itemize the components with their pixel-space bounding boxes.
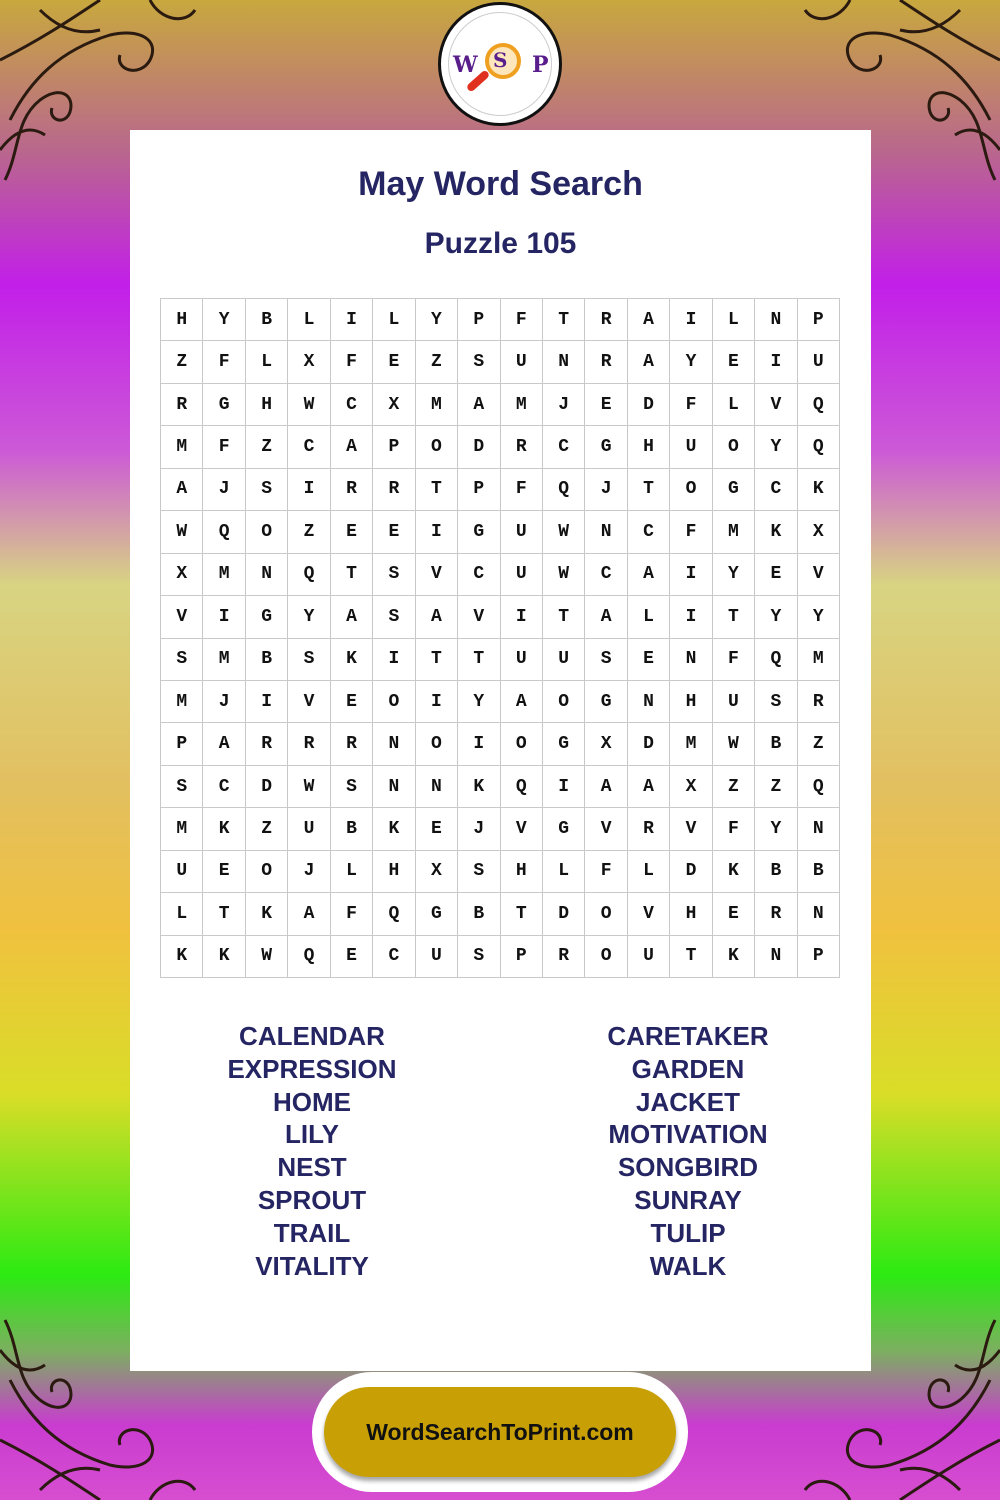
grid-cell[interactable]: U bbox=[713, 681, 755, 723]
grid-cell[interactable]: R bbox=[628, 808, 670, 850]
grid-cell[interactable]: P bbox=[458, 299, 500, 341]
grid-cell[interactable]: A bbox=[628, 341, 670, 383]
grid-cell[interactable]: Q bbox=[798, 766, 840, 808]
grid-cell[interactable]: D bbox=[670, 851, 712, 893]
grid-cell[interactable]: X bbox=[161, 554, 203, 596]
grid-cell[interactable]: P bbox=[458, 469, 500, 511]
grid-cell[interactable]: P bbox=[501, 936, 543, 978]
grid-cell[interactable]: X bbox=[373, 384, 415, 426]
grid-cell[interactable]: O bbox=[501, 723, 543, 765]
grid-cell[interactable]: A bbox=[161, 469, 203, 511]
grid-cell[interactable]: F bbox=[203, 341, 245, 383]
grid-cell[interactable]: T bbox=[203, 893, 245, 935]
grid-cell[interactable]: C bbox=[373, 936, 415, 978]
grid-cell[interactable]: K bbox=[755, 511, 797, 553]
grid-cell[interactable]: E bbox=[628, 639, 670, 681]
grid-cell[interactable]: J bbox=[288, 851, 330, 893]
grid-cell[interactable]: E bbox=[373, 511, 415, 553]
grid-cell[interactable]: C bbox=[288, 426, 330, 468]
word-list-item: TRAIL bbox=[273, 1217, 351, 1248]
grid-cell[interactable]: A bbox=[331, 426, 373, 468]
grid-cell[interactable]: I bbox=[670, 554, 712, 596]
page-title: May Word Search bbox=[358, 165, 643, 203]
grid-cell[interactable]: I bbox=[288, 469, 330, 511]
grid-cell[interactable]: A bbox=[501, 681, 543, 723]
grid-cell[interactable]: Z bbox=[798, 723, 840, 765]
grid-cell[interactable]: S bbox=[373, 554, 415, 596]
grid-cell[interactable]: Q bbox=[755, 639, 797, 681]
grid-cell[interactable]: J bbox=[203, 681, 245, 723]
grid-cell[interactable]: R bbox=[585, 299, 627, 341]
grid-cell[interactable]: O bbox=[670, 469, 712, 511]
grid-cell[interactable]: E bbox=[331, 511, 373, 553]
grid-cell[interactable]: U bbox=[628, 936, 670, 978]
grid-cell[interactable]: V bbox=[458, 596, 500, 638]
grid-cell[interactable]: D bbox=[246, 766, 288, 808]
grid-cell[interactable]: K bbox=[713, 851, 755, 893]
grid-cell[interactable]: Q bbox=[373, 893, 415, 935]
grid-cell[interactable]: L bbox=[628, 596, 670, 638]
grid-cell[interactable]: O bbox=[713, 426, 755, 468]
grid-cell[interactable]: B bbox=[246, 299, 288, 341]
grid-cell[interactable]: Y bbox=[458, 681, 500, 723]
grid-cell[interactable]: E bbox=[331, 936, 373, 978]
grid-cell[interactable]: O bbox=[543, 681, 585, 723]
grid-cell[interactable]: C bbox=[458, 554, 500, 596]
grid-cell[interactable]: H bbox=[161, 299, 203, 341]
word-list-item: NEST bbox=[277, 1152, 347, 1183]
grid-cell[interactable]: F bbox=[585, 851, 627, 893]
grid-cell[interactable]: R bbox=[543, 936, 585, 978]
grid-cell[interactable]: F bbox=[713, 808, 755, 850]
grid-cell[interactable]: N bbox=[628, 681, 670, 723]
grid-cell[interactable]: W bbox=[713, 723, 755, 765]
grid-cell[interactable]: K bbox=[713, 936, 755, 978]
grid-cell[interactable]: U bbox=[161, 851, 203, 893]
grid-cell[interactable]: A bbox=[203, 723, 245, 765]
grid-cell[interactable]: R bbox=[161, 384, 203, 426]
grid-cell[interactable]: Y bbox=[203, 299, 245, 341]
grid-cell[interactable]: Q bbox=[288, 554, 330, 596]
grid-cell[interactable]: A bbox=[288, 893, 330, 935]
grid-cell[interactable]: Y bbox=[755, 596, 797, 638]
grid-cell[interactable]: M bbox=[161, 426, 203, 468]
grid-cell[interactable]: U bbox=[288, 808, 330, 850]
grid-cell[interactable]: D bbox=[543, 893, 585, 935]
grid-cell[interactable]: Q bbox=[798, 384, 840, 426]
grid-cell[interactable]: F bbox=[331, 893, 373, 935]
grid-cell[interactable]: S bbox=[458, 341, 500, 383]
grid-cell[interactable]: M bbox=[203, 639, 245, 681]
grid-cell[interactable]: B bbox=[755, 851, 797, 893]
grid-cell[interactable]: M bbox=[416, 384, 458, 426]
site-link-label: WordSearchToPrint.com bbox=[366, 1418, 634, 1445]
grid-cell[interactable]: Y bbox=[288, 596, 330, 638]
grid-cell[interactable]: R bbox=[373, 469, 415, 511]
grid-cell[interactable]: P bbox=[161, 723, 203, 765]
letter-grid bbox=[160, 298, 840, 978]
grid-cell[interactable]: Q bbox=[203, 511, 245, 553]
grid-cell[interactable]: S bbox=[458, 851, 500, 893]
grid-cell[interactable]: S bbox=[246, 469, 288, 511]
grid-cell[interactable]: R bbox=[755, 893, 797, 935]
grid-cell[interactable]: U bbox=[798, 341, 840, 383]
grid-cell[interactable]: M bbox=[501, 384, 543, 426]
grid-cell[interactable]: A bbox=[628, 299, 670, 341]
grid-cell[interactable]: J bbox=[458, 808, 500, 850]
grid-cell[interactable]: Z bbox=[288, 511, 330, 553]
grid-cell[interactable]: P bbox=[373, 426, 415, 468]
grid-cell[interactable]: B bbox=[246, 639, 288, 681]
grid-cell[interactable]: K bbox=[373, 808, 415, 850]
word-list-item: CARETAKER bbox=[607, 1021, 769, 1051]
grid-cell[interactable]: U bbox=[670, 426, 712, 468]
grid-cell[interactable]: B bbox=[458, 893, 500, 935]
word-list-item: HOME bbox=[273, 1086, 351, 1117]
grid-cell[interactable]: V bbox=[755, 384, 797, 426]
grid-cell[interactable]: E bbox=[585, 384, 627, 426]
grid-cell[interactable]: Y bbox=[713, 554, 755, 596]
grid-cell[interactable]: P bbox=[798, 936, 840, 978]
grid-cell[interactable]: O bbox=[246, 511, 288, 553]
grid-cell[interactable]: N bbox=[670, 639, 712, 681]
grid-cell[interactable]: T bbox=[713, 596, 755, 638]
grid-cell[interactable]: E bbox=[416, 808, 458, 850]
grid-cell[interactable]: G bbox=[246, 596, 288, 638]
grid-cell[interactable]: U bbox=[501, 341, 543, 383]
grid-cell[interactable]: L bbox=[246, 341, 288, 383]
grid-cell[interactable]: W bbox=[288, 766, 330, 808]
grid-cell[interactable]: H bbox=[628, 426, 670, 468]
grid-cell[interactable]: I bbox=[501, 596, 543, 638]
grid-cell[interactable]: H bbox=[501, 851, 543, 893]
grid-cell[interactable]: S bbox=[458, 936, 500, 978]
grid-cell[interactable]: A bbox=[458, 384, 500, 426]
grid-cell[interactable]: D bbox=[628, 723, 670, 765]
grid-cell[interactable]: M bbox=[798, 639, 840, 681]
grid-cell[interactable]: I bbox=[543, 766, 585, 808]
grid-cell[interactable]: E bbox=[713, 893, 755, 935]
grid-cell[interactable]: W bbox=[288, 384, 330, 426]
word-list-item: VITALITY bbox=[255, 1250, 369, 1281]
grid-cell[interactable]: K bbox=[203, 808, 245, 850]
grid-cell[interactable]: V bbox=[585, 808, 627, 850]
logo-letter-s: S bbox=[493, 48, 508, 72]
grid-cell[interactable]: S bbox=[161, 639, 203, 681]
grid-cell[interactable]: G bbox=[585, 426, 627, 468]
word-list-item: SUNRAY bbox=[634, 1184, 742, 1215]
grid-cell[interactable]: R bbox=[331, 723, 373, 765]
grid-cell[interactable]: R bbox=[501, 426, 543, 468]
word-list-item: GARDEN bbox=[631, 1053, 745, 1084]
grid-cell[interactable]: T bbox=[670, 936, 712, 978]
grid-cell[interactable]: H bbox=[670, 681, 712, 723]
grid-cell[interactable]: M bbox=[203, 554, 245, 596]
grid-cell[interactable]: J bbox=[585, 469, 627, 511]
word-list-item: EXPRESSION bbox=[227, 1053, 397, 1084]
grid-cell[interactable]: C bbox=[628, 511, 670, 553]
grid-cell[interactable]: B bbox=[755, 723, 797, 765]
grid-cell[interactable]: X bbox=[585, 723, 627, 765]
logo-letter-w: W bbox=[453, 52, 478, 78]
grid-cell[interactable]: V bbox=[628, 893, 670, 935]
grid-cell[interactable]: V bbox=[798, 554, 840, 596]
grid-cell[interactable]: Z bbox=[246, 808, 288, 850]
grid-cell[interactable]: D bbox=[628, 384, 670, 426]
grid-cell[interactable]: C bbox=[585, 554, 627, 596]
grid-cell[interactable]: F bbox=[670, 511, 712, 553]
grid-cell[interactable]: J bbox=[543, 384, 585, 426]
grid-cell[interactable]: I bbox=[670, 596, 712, 638]
grid-cell[interactable]: Z bbox=[246, 426, 288, 468]
grid-cell[interactable]: O bbox=[416, 723, 458, 765]
grid-cell[interactable]: S bbox=[161, 766, 203, 808]
grid-cell[interactable]: T bbox=[628, 469, 670, 511]
grid-cell[interactable]: C bbox=[755, 469, 797, 511]
grid-cell[interactable]: Y bbox=[670, 341, 712, 383]
site-logo[interactable] bbox=[438, 2, 562, 126]
grid-cell[interactable]: I bbox=[331, 299, 373, 341]
grid-cell[interactable]: R bbox=[331, 469, 373, 511]
grid-cell[interactable]: U bbox=[416, 936, 458, 978]
grid-cell[interactable]: Y bbox=[755, 808, 797, 850]
grid-cell[interactable]: C bbox=[543, 426, 585, 468]
grid-cell[interactable]: R bbox=[288, 723, 330, 765]
grid-cell[interactable]: N bbox=[373, 723, 415, 765]
grid-cell[interactable]: F bbox=[501, 469, 543, 511]
grid-cell[interactable]: G bbox=[713, 469, 755, 511]
logo-letter-p: P bbox=[532, 52, 549, 78]
grid-cell[interactable]: I bbox=[246, 681, 288, 723]
grid-cell[interactable]: Z bbox=[755, 766, 797, 808]
grid-cell[interactable]: G bbox=[585, 681, 627, 723]
grid-cell[interactable]: K bbox=[798, 469, 840, 511]
grid-cell[interactable]: E bbox=[331, 681, 373, 723]
grid-cell[interactable]: I bbox=[203, 596, 245, 638]
grid-cell[interactable]: J bbox=[203, 469, 245, 511]
grid-cell[interactable]: V bbox=[161, 596, 203, 638]
grid-cell[interactable]: K bbox=[331, 639, 373, 681]
grid-cell[interactable]: U bbox=[501, 511, 543, 553]
grid-cell[interactable]: S bbox=[331, 766, 373, 808]
word-list-item: LILY bbox=[285, 1119, 339, 1150]
word-list-left bbox=[162, 1020, 462, 1282]
grid-cell[interactable]: X bbox=[798, 511, 840, 553]
grid-cell[interactable]: P bbox=[798, 299, 840, 341]
grid-cell[interactable]: C bbox=[331, 384, 373, 426]
grid-cell[interactable]: S bbox=[288, 639, 330, 681]
grid-cell[interactable]: K bbox=[458, 766, 500, 808]
grid-cell[interactable]: S bbox=[755, 681, 797, 723]
grid-cell[interactable]: Z bbox=[713, 766, 755, 808]
grid-cell[interactable]: R bbox=[246, 723, 288, 765]
grid-cell[interactable]: T bbox=[416, 469, 458, 511]
grid-cell[interactable]: W bbox=[246, 936, 288, 978]
grid-cell[interactable]: F bbox=[670, 384, 712, 426]
grid-cell[interactable]: N bbox=[798, 893, 840, 935]
grid-cell[interactable]: M bbox=[161, 808, 203, 850]
word-list-item: JACKET bbox=[635, 1086, 740, 1117]
grid-cell[interactable]: G bbox=[458, 511, 500, 553]
grid-cell[interactable]: L bbox=[331, 851, 373, 893]
grid-cell[interactable]: S bbox=[373, 596, 415, 638]
grid-cell[interactable]: T bbox=[501, 893, 543, 935]
word-list-item: CALENDAR bbox=[239, 1021, 385, 1051]
grid-cell[interactable]: K bbox=[246, 893, 288, 935]
grid-cell[interactable]: G bbox=[203, 384, 245, 426]
grid-cell[interactable]: X bbox=[288, 341, 330, 383]
grid-cell[interactable]: Y bbox=[798, 596, 840, 638]
grid-cell[interactable]: A bbox=[628, 554, 670, 596]
grid-cell[interactable]: L bbox=[161, 893, 203, 935]
grid-cell[interactable]: H bbox=[246, 384, 288, 426]
grid-cell[interactable]: W bbox=[543, 511, 585, 553]
grid-cell[interactable]: A bbox=[585, 596, 627, 638]
grid-cell[interactable]: U bbox=[543, 639, 585, 681]
grid-cell[interactable]: H bbox=[670, 893, 712, 935]
grid-cell[interactable]: G bbox=[543, 723, 585, 765]
grid-cell[interactable]: N bbox=[373, 766, 415, 808]
grid-cell[interactable]: Q bbox=[543, 469, 585, 511]
grid-cell[interactable]: T bbox=[458, 639, 500, 681]
grid-cell[interactable]: G bbox=[543, 808, 585, 850]
grid-cell[interactable]: L bbox=[373, 299, 415, 341]
grid-cell[interactable]: I bbox=[670, 299, 712, 341]
grid-cell[interactable]: W bbox=[543, 554, 585, 596]
grid-cell[interactable]: W bbox=[161, 511, 203, 553]
grid-cell[interactable]: N bbox=[755, 936, 797, 978]
grid-cell[interactable]: B bbox=[798, 851, 840, 893]
grid-cell[interactable]: X bbox=[416, 851, 458, 893]
grid-cell[interactable]: U bbox=[501, 639, 543, 681]
grid-cell[interactable]: I bbox=[416, 511, 458, 553]
grid-cell[interactable]: N bbox=[543, 341, 585, 383]
grid-cell[interactable]: N bbox=[798, 808, 840, 850]
grid-cell[interactable]: C bbox=[203, 766, 245, 808]
grid-cell[interactable]: A bbox=[585, 766, 627, 808]
grid-cell[interactable]: O bbox=[585, 936, 627, 978]
grid-cell[interactable]: E bbox=[713, 341, 755, 383]
grid-cell[interactable]: A bbox=[628, 766, 670, 808]
grid-cell[interactable]: A bbox=[416, 596, 458, 638]
grid-cell[interactable]: O bbox=[585, 893, 627, 935]
grid-cell[interactable]: R bbox=[798, 681, 840, 723]
grid-cell[interactable]: Z bbox=[416, 341, 458, 383]
grid-cell[interactable]: V bbox=[288, 681, 330, 723]
word-list-right bbox=[538, 1020, 838, 1282]
word-list-item: TULIP bbox=[650, 1217, 726, 1248]
grid-cell[interactable]: E bbox=[373, 341, 415, 383]
site-link-button[interactable] bbox=[324, 1387, 676, 1477]
grid-cell[interactable]: T bbox=[543, 596, 585, 638]
grid-cell[interactable]: F bbox=[203, 426, 245, 468]
grid-cell[interactable]: L bbox=[288, 299, 330, 341]
grid-cell[interactable]: A bbox=[331, 596, 373, 638]
word-list-item: SPROUT bbox=[257, 1184, 367, 1215]
grid-cell[interactable]: I bbox=[373, 639, 415, 681]
word-list-item: WALK bbox=[649, 1250, 727, 1281]
grid-cell[interactable]: V bbox=[670, 808, 712, 850]
grid-cell[interactable]: L bbox=[713, 384, 755, 426]
grid-cell[interactable]: I bbox=[416, 681, 458, 723]
grid-cell[interactable]: F bbox=[331, 341, 373, 383]
grid-cell[interactable]: I bbox=[458, 723, 500, 765]
grid-cell[interactable]: F bbox=[713, 639, 755, 681]
grid-cell[interactable]: Q bbox=[288, 936, 330, 978]
grid-cell[interactable]: M bbox=[670, 723, 712, 765]
grid-cell[interactable]: O bbox=[246, 851, 288, 893]
grid-cell[interactable]: O bbox=[416, 426, 458, 468]
grid-cell[interactable]: R bbox=[585, 341, 627, 383]
grid-cell[interactable]: D bbox=[458, 426, 500, 468]
grid-cell[interactable]: K bbox=[203, 936, 245, 978]
grid-cell[interactable]: N bbox=[416, 766, 458, 808]
grid-cell[interactable]: T bbox=[543, 299, 585, 341]
grid-cell[interactable]: K bbox=[161, 936, 203, 978]
grid-cell[interactable]: S bbox=[585, 639, 627, 681]
grid-cell[interactable]: N bbox=[755, 299, 797, 341]
grid-cell[interactable]: V bbox=[501, 808, 543, 850]
grid-cell[interactable]: V bbox=[416, 554, 458, 596]
grid-cell[interactable]: G bbox=[416, 893, 458, 935]
grid-cell[interactable]: U bbox=[501, 554, 543, 596]
grid-cell[interactable]: L bbox=[628, 851, 670, 893]
grid-cell[interactable]: N bbox=[246, 554, 288, 596]
grid-cell[interactable]: M bbox=[713, 511, 755, 553]
grid-cell[interactable]: B bbox=[331, 808, 373, 850]
grid-cell[interactable]: Q bbox=[501, 766, 543, 808]
grid-cell[interactable]: Z bbox=[161, 341, 203, 383]
grid-cell[interactable]: L bbox=[543, 851, 585, 893]
grid-cell[interactable]: T bbox=[416, 639, 458, 681]
grid-cell[interactable]: E bbox=[755, 554, 797, 596]
puzzle-number: Puzzle 105 bbox=[424, 227, 577, 260]
grid-cell[interactable]: F bbox=[501, 299, 543, 341]
grid-cell[interactable]: Q bbox=[798, 426, 840, 468]
grid-cell[interactable]: M bbox=[161, 681, 203, 723]
grid-cell[interactable]: X bbox=[670, 766, 712, 808]
grid-cell[interactable]: H bbox=[373, 851, 415, 893]
grid-cell[interactable]: E bbox=[203, 851, 245, 893]
grid-cell[interactable]: T bbox=[331, 554, 373, 596]
grid-cell[interactable]: O bbox=[373, 681, 415, 723]
grid-cell[interactable]: I bbox=[755, 341, 797, 383]
word-list-item: SONGBIRD bbox=[617, 1152, 759, 1183]
grid-cell[interactable]: Y bbox=[416, 299, 458, 341]
grid-cell[interactable]: Y bbox=[755, 426, 797, 468]
grid-cell[interactable]: L bbox=[713, 299, 755, 341]
word-list-item: MOTIVATION bbox=[608, 1119, 768, 1150]
grid-cell[interactable]: N bbox=[585, 511, 627, 553]
